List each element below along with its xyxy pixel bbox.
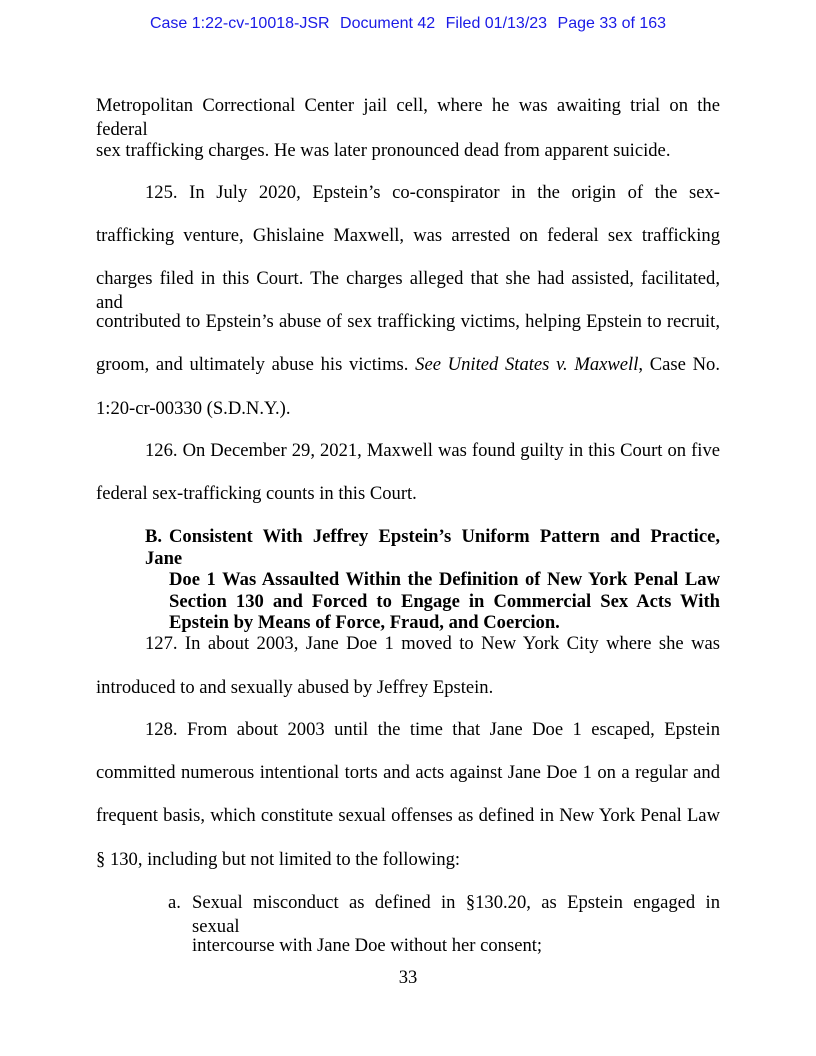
paragraph-128-line: committed numerous intentional torts and acts against Jane Doe 1 on a regular and <box>96 762 720 783</box>
paragraph-125-line: trafficking venture, Ghislaine Maxwell, was arrested on federal sex trafficking <box>96 225 720 246</box>
case-number: Case 1:22-cv-10018-JSR <box>149 15 330 32</box>
paragraph-125-line: contributed to Epstein’s abuse of sex trafficking victims, helping Epstein to recruit, <box>96 311 720 332</box>
section-heading-line: Section 130 and Forced to Engage in Commercial Sex Acts With <box>169 590 720 612</box>
citation-pre: groom, and ultimately abuse his victims. <box>96 354 416 375</box>
paragraph-125-line: 125. In July 2020, Epstein’s co-conspirator in the origin of the sex- <box>145 182 720 203</box>
case-header <box>0 14 816 34</box>
paragraph-125-line: charges filed in this Court. The charges alleged that she had assisted, facilitated, and <box>96 268 720 313</box>
paragraph-127-line: introduced to and sexually abused by Jeffrey Epstein. <box>96 677 494 698</box>
page-of-total: Page 33 of 163 <box>557 15 667 32</box>
paragraph-125-line-citation <box>96 353 720 377</box>
paragraph-127-line: 127. In about 2003, Jane Doe 1 moved to New York City where she was <box>145 633 720 654</box>
section-heading-line <box>145 526 720 569</box>
list-item-label: a. <box>168 892 181 913</box>
paragraph-128-line: 128. From about 2003 until the time that Jane Doe 1 escaped, Epstein <box>145 719 720 740</box>
paragraph-126-line: 126. On December 29, 2021, Maxwell was found guilty in this Court on five <box>145 440 720 461</box>
section-heading-line: Epstein by Means of Force, Fraud, and Coercion. <box>169 612 560 633</box>
filed-date: Filed 01/13/23 <box>445 15 548 32</box>
section-heading-line: Doe 1 Was Assaulted Within the Definition of New York Penal Law <box>169 569 720 590</box>
paragraph-128-line: frequent basis, which constitute sexual offenses as defined in New York Penal Law <box>96 805 720 826</box>
paragraph-126-line: federal sex-trafficking counts in this Court. <box>96 483 417 504</box>
document-number: Document 42 <box>340 15 436 32</box>
section-heading-text: Consistent With Jeffrey Epstein’s Uniform Pattern and Practice, Jane <box>145 526 720 569</box>
paragraph-128-line: § 130, including but not limited to the following: <box>96 849 461 870</box>
case-citation: See United States v. Maxwell <box>415 354 639 375</box>
page-number: 33 <box>398 967 418 988</box>
body-line: sex trafficking charges. He was later pronounced dead from apparent suicide. <box>96 140 671 161</box>
section-heading-b <box>145 526 720 634</box>
body-line: Metropolitan Correctional Center jail cell, where he was awaiting trial on the federal <box>96 95 720 140</box>
section-letter: B. <box>145 526 163 547</box>
list-item-a-line: Sexual misconduct as defined in §130.20, as Epstein engaged in sexual <box>192 892 720 937</box>
paragraph-125-line: 1:20-cr-00330 (S.D.N.Y.). <box>96 398 291 419</box>
list-item-a-line: intercourse with Jane Doe without her consent; <box>192 935 543 956</box>
citation-post: , Case No. <box>638 354 720 375</box>
